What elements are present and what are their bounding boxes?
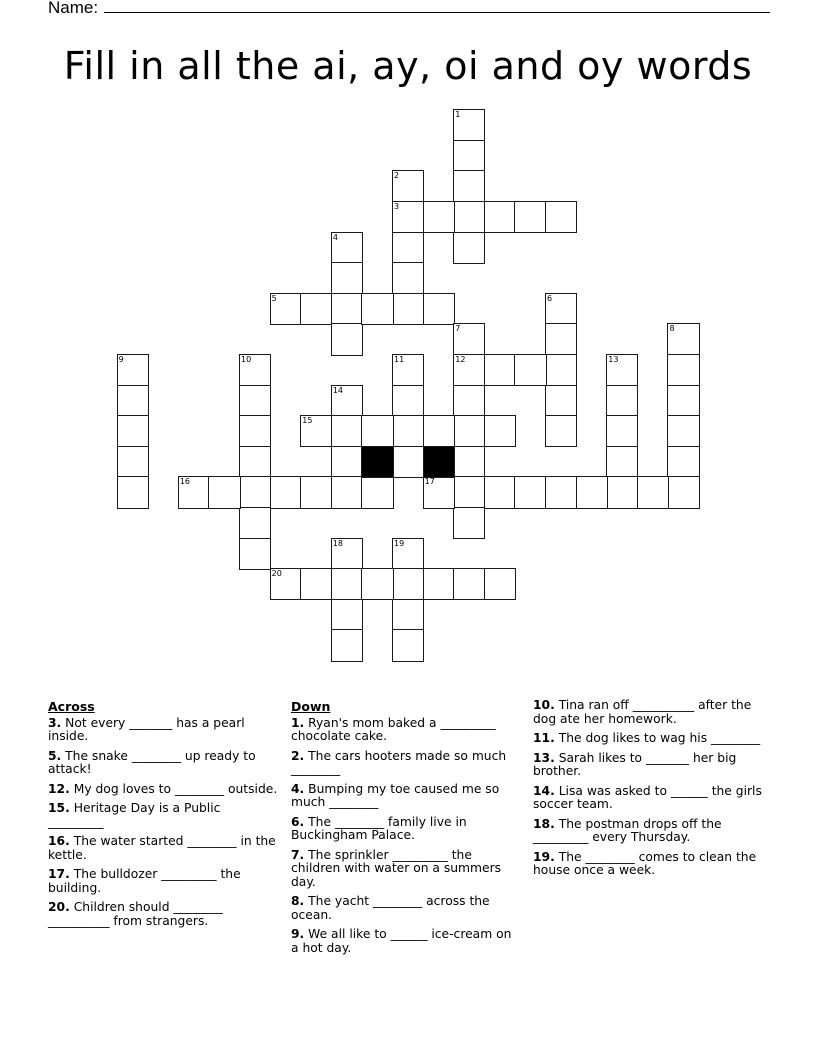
clue-number-label: 5.	[48, 748, 62, 763]
crossword-cell[interactable]	[667, 354, 699, 386]
crossword-cell[interactable]	[453, 232, 485, 264]
crossword-cell[interactable]	[545, 323, 577, 355]
clue-text: Bumping my toe caused me so much ________	[291, 781, 500, 809]
clue-item	[48, 835, 278, 862]
crossword-cell[interactable]	[514, 201, 546, 233]
clue-text: The sprinkler _________ the children with water on a summers day.	[291, 847, 502, 889]
crossword-cell[interactable]	[270, 568, 302, 600]
clue-item	[533, 851, 768, 878]
clue-number: 7	[455, 324, 461, 334]
clue-number-label: 14.	[533, 783, 555, 798]
crossword-cell[interactable]	[453, 385, 485, 417]
crossword-cell[interactable]	[545, 293, 577, 325]
clue-item	[533, 732, 768, 746]
clue-number: 14	[332, 385, 344, 395]
clue-number-label: 18.	[533, 816, 555, 831]
crossword-cell[interactable]	[239, 415, 271, 447]
crossword-cell[interactable]	[300, 293, 332, 325]
crossword-cell[interactable]	[392, 568, 424, 600]
clue-number: 15	[302, 416, 313, 426]
clue-number: 17	[424, 477, 435, 487]
crossword-cell[interactable]	[392, 629, 424, 661]
clue-text: My dog loves to ________ outside.	[69, 781, 278, 796]
clue-number-label: 17.	[48, 867, 70, 881]
clue-number-label: 13.	[533, 750, 555, 765]
clue-text: Heritage Day is a Public _________	[48, 801, 221, 829]
clue-number-label: 2.	[291, 748, 305, 763]
crossword-cell[interactable]	[667, 385, 699, 417]
clue-number: 13	[608, 355, 619, 365]
crossword-cell[interactable]	[331, 476, 363, 508]
crossword-cell[interactable]	[331, 293, 363, 325]
crossword-cell[interactable]	[453, 323, 485, 355]
crossword-cell[interactable]	[453, 507, 485, 539]
crossword-cell[interactable]	[606, 385, 638, 417]
crossword-cell[interactable]	[331, 323, 363, 355]
crossword-cell[interactable]	[514, 354, 546, 386]
clue-text: Ryan's mom baked a _________ chocolate cake.	[291, 715, 496, 743]
crossword-cell[interactable]	[117, 415, 149, 447]
clue-number-label: 7.	[291, 847, 305, 862]
crossword-cell[interactable]	[514, 476, 546, 508]
down-clues	[291, 700, 516, 961]
clue-text: Lisa was asked to ______ the girls soccer team.	[533, 783, 762, 811]
clue-item	[48, 750, 278, 777]
crossword-cell[interactable]	[361, 476, 393, 508]
crossword-cell[interactable]	[208, 476, 240, 508]
crossword-cell[interactable]	[331, 232, 363, 264]
clue-text: Not every _______ has a pearl inside.	[48, 715, 245, 743]
page-title: Fill in all the ai, ay, oi and oy words	[63, 44, 753, 88]
clue-number: 3	[394, 202, 400, 212]
clue-text: The ________ comes to clean the house once a week.	[533, 849, 757, 877]
crossword-cell[interactable]	[361, 568, 393, 600]
clue-text: Tina ran off __________ after the dog ate her homework.	[533, 698, 752, 726]
down-clues-continued	[533, 699, 768, 884]
clue-number-label: 19.	[533, 849, 555, 864]
crossword-cell[interactable]	[453, 201, 485, 233]
down-clue-list	[291, 717, 516, 956]
clue-item	[533, 785, 768, 812]
clue-item	[533, 699, 768, 726]
crossword-cell[interactable]	[484, 415, 516, 447]
crossword-cell[interactable]	[423, 201, 455, 233]
clue-number-label: 11.	[533, 731, 555, 745]
clue-number: 18	[332, 538, 344, 548]
clue-text: The cars hooters made so much ________	[291, 748, 507, 776]
crossword-cell[interactable]	[453, 568, 485, 600]
crossword-cell[interactable]	[423, 476, 455, 508]
clue-item	[291, 895, 516, 922]
clue-text: The ________ family live in Buckingham Palace.	[291, 814, 467, 842]
crossword-cell[interactable]	[667, 446, 699, 478]
crossword-cell[interactable]	[606, 446, 638, 478]
crossword-cell[interactable]	[361, 293, 393, 325]
crossword-cell[interactable]	[606, 476, 638, 508]
clue-number-label: 4.	[291, 781, 305, 796]
clue-item	[48, 868, 278, 895]
crossword-cell[interactable]	[453, 109, 485, 141]
crossword-cell[interactable]	[392, 293, 424, 325]
crossword-cell[interactable]	[300, 415, 332, 447]
crossword-cell[interactable]	[423, 568, 455, 600]
clue-number-label: 6.	[291, 814, 305, 829]
black-square	[423, 446, 455, 478]
name-label: Name:	[48, 0, 99, 17]
crossword-cell[interactable]	[606, 354, 638, 386]
crossword-cell[interactable]	[484, 476, 516, 508]
crossword-cell[interactable]	[606, 415, 638, 447]
crossword-cell[interactable]	[392, 599, 424, 631]
crossword-cell[interactable]	[331, 446, 363, 478]
crossword-cell[interactable]	[331, 629, 363, 661]
clue-item	[533, 818, 768, 845]
clue-text: The postman drops off the _________ every Thursday.	[533, 816, 722, 844]
crossword-cell[interactable]	[545, 476, 577, 508]
clue-text: The water started ________ in the kettle.	[48, 834, 276, 862]
clue-item	[533, 752, 768, 779]
crossword-cell[interactable]	[239, 385, 271, 417]
clue-item	[291, 783, 516, 810]
crossword-cell[interactable]	[423, 293, 455, 325]
clue-number-label: 10.	[533, 698, 555, 712]
clue-number-label: 8.	[291, 894, 305, 908]
clue-item	[48, 901, 278, 928]
clue-number-label: 1.	[291, 715, 305, 730]
crossword-cell[interactable]	[453, 446, 485, 478]
clue-number: 12	[455, 355, 466, 365]
crossword-cell[interactable]	[331, 538, 363, 570]
clue-number-label: 9.	[291, 927, 305, 941]
clue-text: Children should ________ __________ from strangers.	[48, 900, 223, 928]
crossword-cell[interactable]	[392, 385, 424, 417]
across-clues	[48, 700, 278, 934]
clue-number: 19	[394, 538, 405, 548]
clue-item	[291, 750, 516, 777]
crossword-cell[interactable]	[239, 446, 271, 478]
crossword-cell[interactable]	[392, 446, 424, 478]
crossword-cell[interactable]	[545, 201, 577, 233]
crossword-cell[interactable]	[270, 476, 302, 508]
crossword-cell[interactable]	[453, 354, 485, 386]
crossword-cell[interactable]	[667, 323, 699, 355]
crossword-cell[interactable]	[270, 293, 302, 325]
down-clue-list-continued	[533, 699, 768, 878]
crossword-cell[interactable]	[453, 415, 485, 447]
clue-text: The snake ________ up ready to attack!	[48, 748, 256, 776]
crossword-cell[interactable]	[545, 415, 577, 447]
crossword-cell[interactable]	[239, 507, 271, 539]
clue-number: 5	[271, 293, 277, 303]
clue-number: 1	[455, 110, 461, 120]
crossword-cell[interactable]	[239, 476, 271, 508]
clue-item	[291, 717, 516, 744]
clue-number: 10	[241, 355, 252, 365]
clue-number: 9	[118, 355, 124, 365]
crossword-cell[interactable]	[484, 354, 516, 386]
crossword-cell[interactable]	[392, 262, 424, 294]
crossword-cell[interactable]	[667, 415, 699, 447]
crossword-cell[interactable]	[331, 385, 363, 417]
crossword-cell[interactable]	[392, 170, 424, 202]
black-square	[361, 446, 393, 478]
crossword-cell[interactable]	[453, 476, 485, 508]
clue-text: We all like to ______ ice-cream on a hot day.	[291, 927, 512, 955]
crossword-cell[interactable]	[392, 201, 424, 233]
down-heading: Down	[291, 699, 331, 714]
crossword-cell[interactable]	[545, 354, 577, 386]
crossword-cell[interactable]	[331, 415, 363, 447]
clue-text: The bulldozer _________ the building.	[48, 867, 241, 895]
clue-item	[48, 783, 278, 797]
crossword-cell[interactable]	[117, 446, 149, 478]
crossword-cell[interactable]	[392, 415, 424, 447]
crossword-cell[interactable]	[331, 568, 363, 600]
crossword-cell[interactable]	[239, 354, 271, 386]
crossword-cell[interactable]	[637, 476, 669, 508]
clue-text: The yacht ________ across the ocean.	[291, 894, 490, 922]
crossword-cell[interactable]	[300, 476, 332, 508]
across-heading: Across	[48, 699, 95, 714]
clue-item	[291, 928, 516, 955]
clue-number-label: 15.	[48, 801, 70, 815]
clue-text: Sarah likes to _______ her big brother.	[533, 750, 737, 778]
crossword-cell[interactable]	[392, 232, 424, 264]
clue-number: 8	[669, 324, 675, 334]
clue-item	[48, 717, 278, 744]
crossword-cell[interactable]	[331, 599, 363, 631]
clue-item	[291, 816, 516, 843]
clue-number-label: 3.	[48, 715, 62, 730]
crossword-cell[interactable]	[453, 170, 485, 202]
crossword-cell[interactable]	[392, 354, 424, 386]
crossword-cell[interactable]	[361, 415, 393, 447]
crossword-cell[interactable]	[331, 262, 363, 294]
crossword-cell[interactable]	[300, 568, 332, 600]
crossword-cell[interactable]	[667, 476, 699, 508]
crossword-cell[interactable]	[576, 476, 608, 508]
clue-number-label: 16.	[48, 834, 70, 848]
clue-number: 20	[271, 569, 282, 579]
crossword-cell[interactable]	[392, 538, 424, 570]
clue-item	[48, 802, 278, 829]
clue-number: 2	[394, 171, 400, 181]
clue-number: 4	[332, 232, 338, 242]
crossword-cell[interactable]	[117, 354, 149, 386]
crossword-cell[interactable]	[453, 140, 485, 172]
clue-number-label: 12.	[48, 781, 70, 796]
clue-item	[291, 849, 516, 890]
crossword-cell[interactable]	[545, 385, 577, 417]
clue-number: 16	[179, 477, 191, 487]
crossword-cell[interactable]	[423, 415, 455, 447]
across-clue-list	[48, 717, 278, 929]
clue-number: 11	[394, 355, 405, 365]
crossword-cell[interactable]	[117, 476, 149, 508]
crossword-cell[interactable]	[484, 568, 516, 600]
crossword-cell[interactable]	[239, 538, 271, 570]
clue-text: The dog likes to wag his ________	[554, 731, 761, 745]
crossword-cell[interactable]	[484, 201, 516, 233]
clue-number: 6	[547, 293, 553, 303]
crossword-cell[interactable]	[117, 385, 149, 417]
crossword-cell[interactable]	[178, 476, 210, 508]
clue-number-label: 20.	[48, 900, 70, 914]
